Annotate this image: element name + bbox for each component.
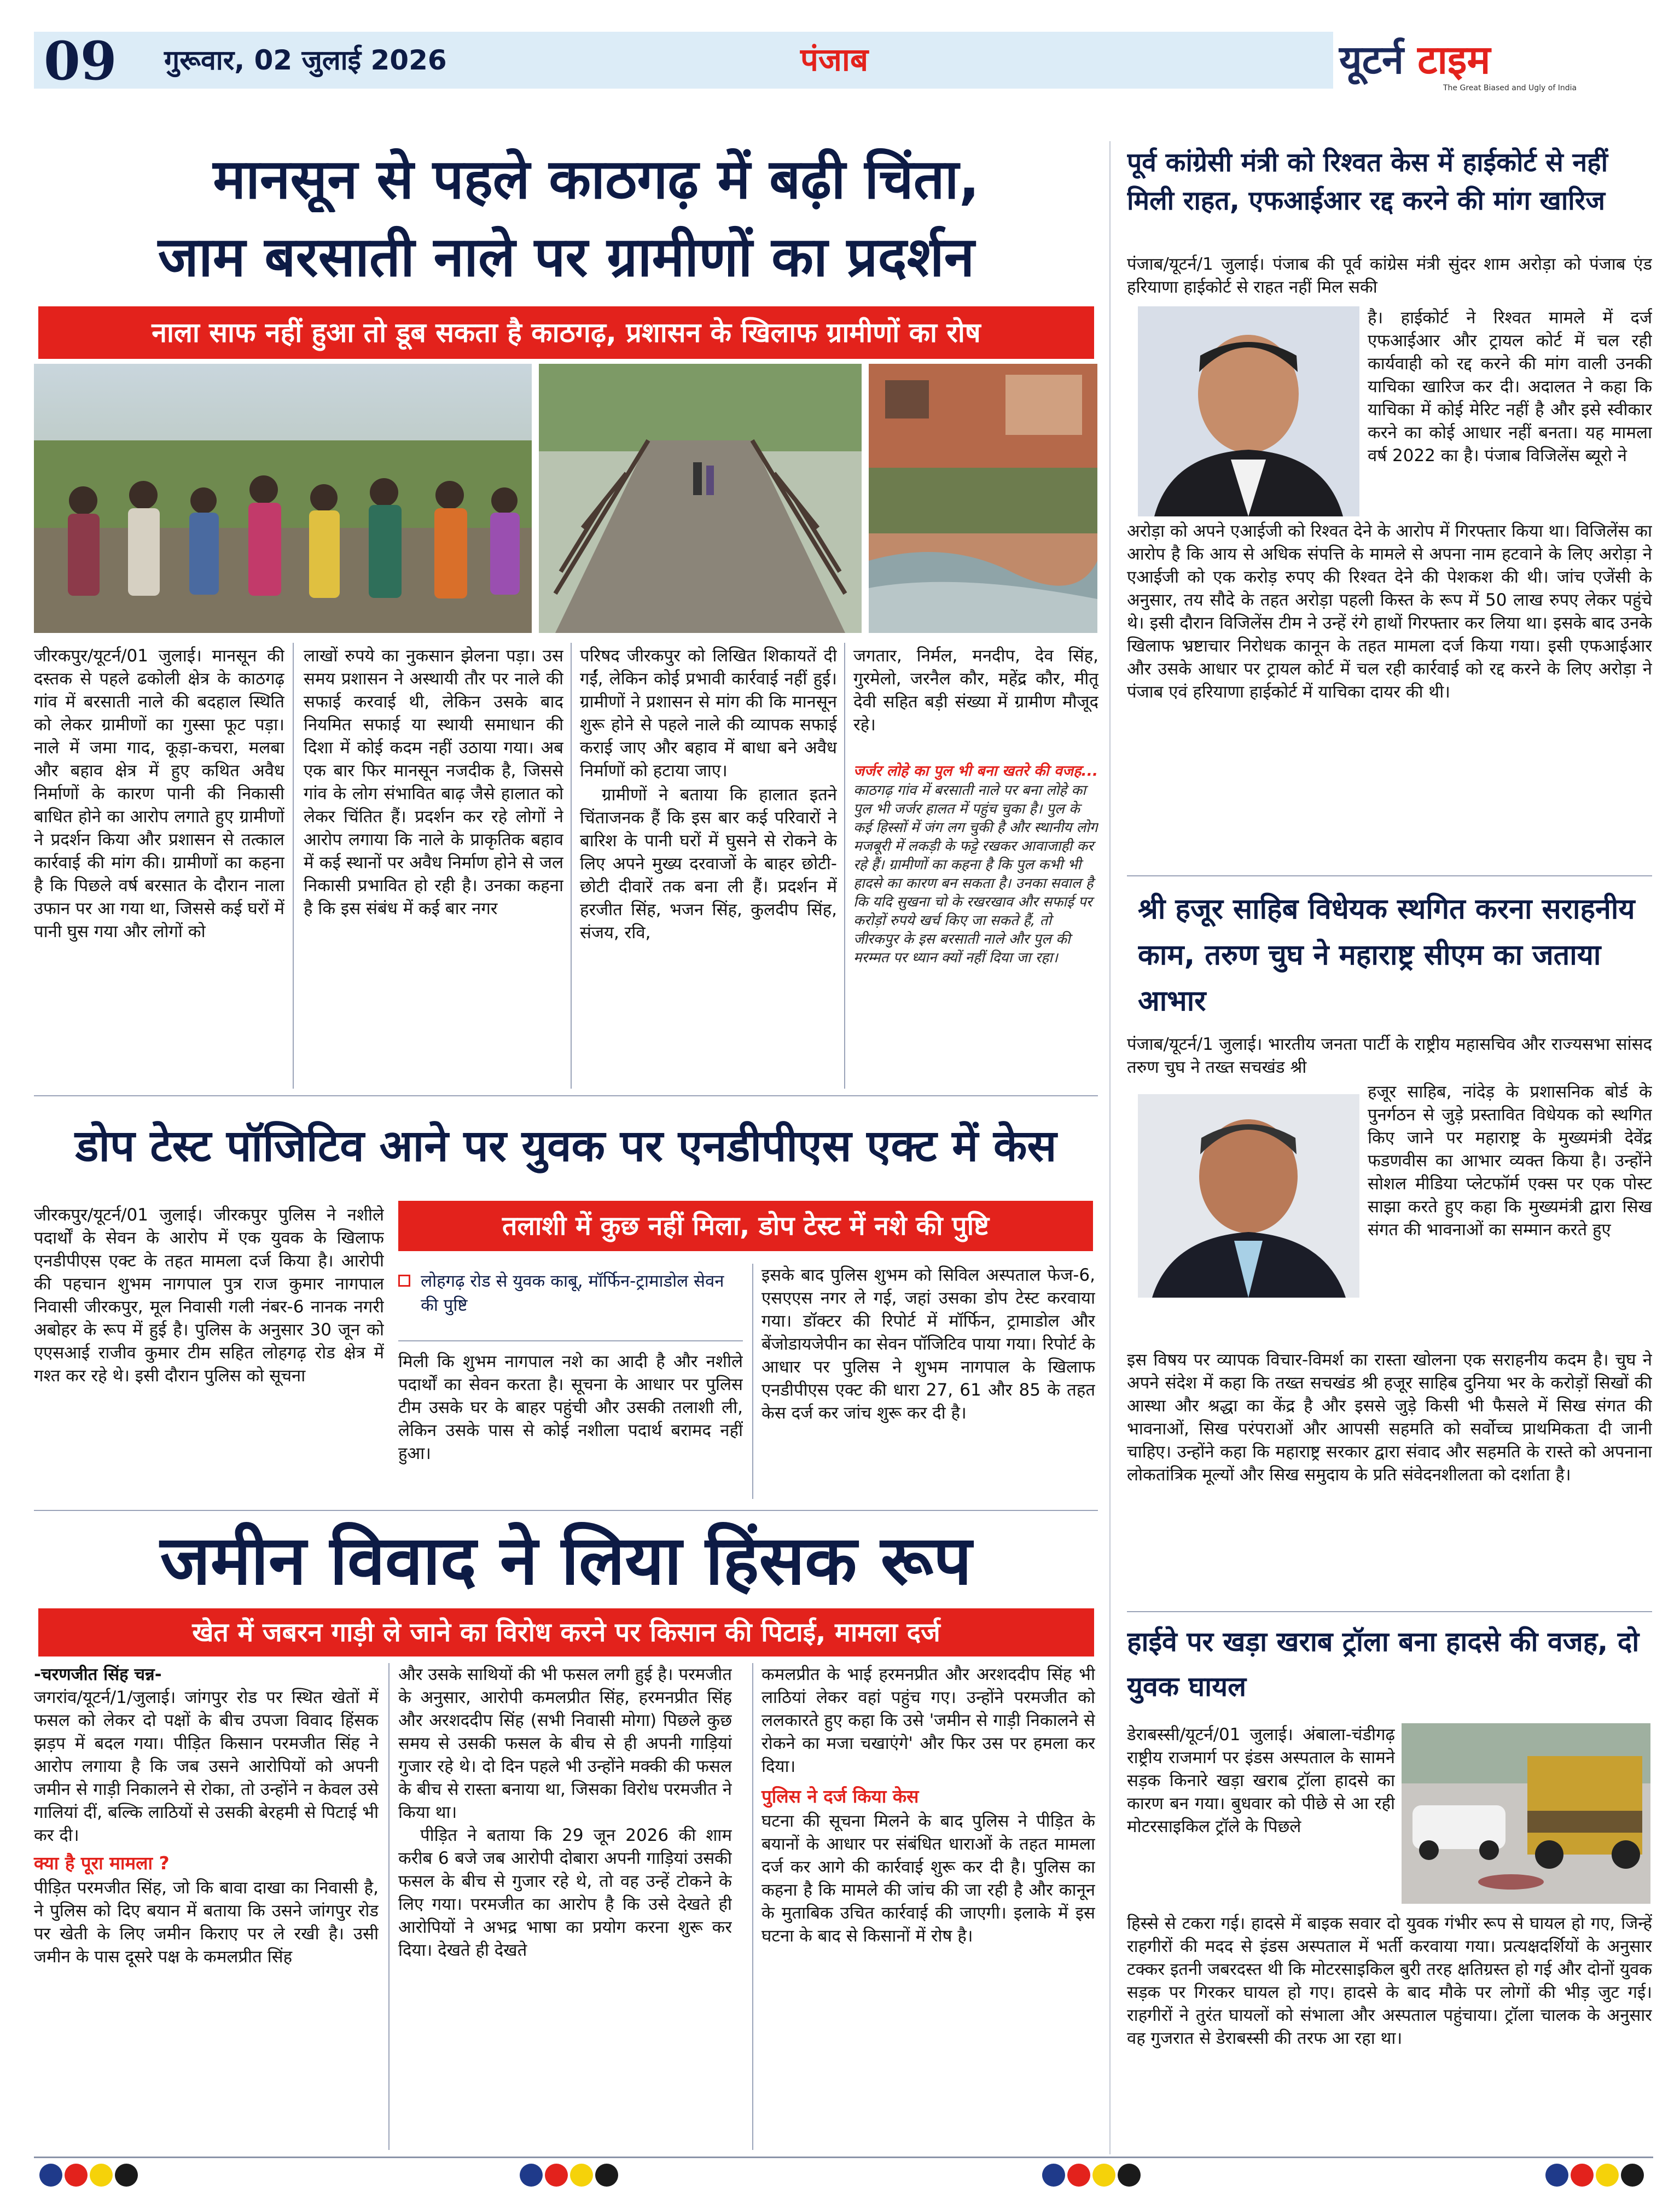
story3-col2a-text: और उसके साथियों की भी फसल लगी हुई है। परमजीत के अनुसार, आरोपी कमलप्रीत सिंह, हरमनप्रीत सिंह और अरशददीप सिंह (सभी निवासी मोगा) पिछले कुछ समय से उसकी फसल के बीच से ही अपनी गाड़ियां गुजार रहे थे। दो दिन पहले भी उन्होंने मक्की की फसल के बीच से रास्ता बनाया था, जिसका विरोध परमजीत ने किया था।	[398, 1665, 732, 1822]
story1-col1: जीरकपुर/यूटर्न/01 जुलाई। मानसून की दस्तक से पहले ढकोली क्षेत्र के काठगढ़ गांव में बरसाती नाले की बदहाल स्थिति को लेकर ग्रामीणों का गुस्सा फूट पड़ा। नाले में जमा गाद, कूड़ा-कचरा, मलबा और बहाव क्षेत्र में हुए कथित अवैध निर्माणों के कारण पानी की निकासी बाधित होने का आरोप लगाते हुए ग्रामीणों ने प्रदर्शन किया और प्रशासन से तत्काल कार्रवाई की मांग की। ग्रामीणों का कहना है कि पिछले वर्ष बरसात के दौरान नाला उफान पर आ गया था, जिससे कई घरों में पानी घुस गया और लोगों को	[34, 646, 284, 941]
right2-photo-portrait	[1138, 1094, 1359, 1298]
story2-col-rule	[752, 1264, 753, 1499]
right3-photo-accident	[1402, 1723, 1650, 1904]
story3-sub2: पुलिस ने दर्ज किया केस	[761, 1786, 919, 1807]
registration-dot	[90, 2164, 113, 2187]
footer-dots-center	[520, 2164, 629, 2187]
right1-lead: पंजाब/यूटर्न/1 जुलाई। पंजाब की पूर्व कांग्रेस मंत्री सुंदर शाम अरोड़ा को पंजाब एंड हरियाणा हाईकोर्ट से राहत नहीं मिल सकी	[1127, 254, 1652, 297]
story1-photo-caption	[853, 762, 1098, 1084]
story1-subhead: नाला साफ नहीं हुआ तो डूब सकता है काठगढ़, प्रशासन के खिलाफ ग्रामीणों का रोष	[38, 306, 1094, 359]
registration-dot	[1042, 2164, 1065, 2187]
story1-col4: जगतार, निर्मल, मनदीप, देव सिंह, गुरमेलो, जरनैल कौर, महेंद्र कौर, मीतू देवी सहित बड़ी संख्या में ग्रामीण मौजूद रहे।	[853, 646, 1098, 735]
page-number: 09	[44, 30, 117, 92]
registration-dot	[1545, 2164, 1568, 2187]
story3-col2	[398, 1663, 732, 2150]
footer-dots-far-right	[1545, 2164, 1655, 2187]
registration-dot	[1571, 2164, 1594, 2187]
footer-dots-left	[39, 2164, 149, 2187]
story3-col3	[761, 1663, 1095, 2150]
right2-beside: हजूर साहिब, नांदेड़ के प्रशासनिक बोर्ड के पुनर्गठन से जुड़े प्रस्तावित विधेयक को स्थगित किए जाने पर महाराष्ट्र के मुख्यमंत्री देवेंद्र फडणवीस का आभार व्यक्त किया है। उन्होंने सोशल मीडिया प्लेटफॉर्म एक्स पर एक पोस्ट साझा करते हुए कहा कि मुख्यमंत्री द्वारा सिख संगत की भावनाओं का सम्मान करते हुए	[1368, 1082, 1652, 1240]
story1-photo-drain	[869, 364, 1097, 633]
logo-tagline: The Great Biased and Ugly of India	[1443, 84, 1577, 92]
rule-right2-bottom	[1127, 1611, 1652, 1612]
right3-beside: डेराबस्सी/यूटर्न/01 जुलाई। अंबाला-चंडीगढ़ राष्ट्रीय राजमार्ग पर इंडस अस्पताल के सामने सड़क किनारे खड़ा खराब ट्रॉला हादसे का कारण बन गया। बुधवार को पीछे से आ रही मोटरसाइकिल ट्रॉले के पिछले	[1127, 1725, 1395, 1836]
rule-story1-bottom	[34, 1095, 1098, 1096]
story1-col3	[580, 644, 837, 1086]
registration-dot	[115, 2164, 138, 2187]
story3-col1	[34, 1663, 379, 2150]
story3-col1-text: जगरांव/यूटर्न/1/जुलाई। जांगपुर रोड पर स्थित खेतों में फसल को लेकर दो पक्षों के बीच उपजा विवाद हिंसक झड़प में बदल गया। पीड़ित किसान परमजीत सिंह ने आरोप लगाया है कि जब उसने आरोपियों को अपनी जमीन से गाड़ी निकालने से रोका, तो उन्होंने न केवल उसे गालियां दीं, बल्कि लाठियों से उसकी बेरहमी से पिटाई भी कर दी।	[34, 1688, 379, 1845]
story1-col2: लाखों रुपये का नुकसान झेलना पड़ा। उस समय प्रशासन ने अस्थायी तौर पर नाले की सफाई करवाई थी, लेकिन उसके बाद नियमित सफाई या स्थायी समाधान की दिशा में कोई कदम नहीं उठाया गया। अब एक बार फिर मानसून नजदीक है, जिससे गांव के लोग संभावित बाढ़ जैसे हालात को लेकर चिंतित हैं। प्रदर्शन कर रहे लोगों ने आरोप लगाया कि नाले के प्राकृतिक बहाव में कई स्थानों पर अवैध निर्माण होने से जल निकासी प्रभावित हो रही है। उनका कहना है कि इस संबंध में कई बार नगर	[304, 646, 563, 919]
footer-rule	[34, 2157, 1653, 2158]
right-column-rule	[1109, 141, 1111, 2154]
story2-col2: मिली कि शुभम नागपाल नशे का आदी है और नशीले पदार्थों का सेवन करता है। सूचना के आधार पर पुलिस टीम उसके घर के बाहर पहुंची और उसकी तलाशी ली, लेकिन उसके पास से कोई नशीला पदार्थ बरामद नहीं हुआ।	[398, 1352, 743, 1463]
story3-sub1: क्या है पूरा मामला ?	[34, 1852, 170, 1874]
story3-col3b-text: घटना की सूचना मिलने के बाद पुलिस ने पीड़ित के बयानों के आधार पर संबंधित धाराओं के तहत मामला दर्ज कर आगे की कार्रवाई शुरू कर दी है। पुलिस का कहना है कि मामले की जांच की जा रही है और कानून के मुताबिक उचित कार्रवाई की जाएगी। इलाके में इस घटना के बाद से किसानों में रोष है।	[761, 1811, 1095, 1946]
story1-col-rule-1	[293, 643, 294, 1089]
story3-subhead: खेत में जबरन गाड़ी ले जाने का विरोध करने पर किसान की पिटाई, मामला दर्ज	[38, 1608, 1094, 1657]
registration-dot	[1621, 2164, 1644, 2187]
story2-subhead: तलाशी में कुछ नहीं मिला, डोप टेस्ट में नशे की पुष्टि	[398, 1201, 1093, 1251]
masthead-logo	[1339, 36, 1646, 97]
caption-title: जर्जर लोहे का पुल भी बना खतरे की वजह...	[853, 763, 1098, 780]
story1-col3-para1: परिषद जीरकपुर को लिखित शिकायतें दी गईं, लेकिन कोई प्रभावी कार्रवाई नहीं हुई। ग्रामीणों ने प्रशासन से मांग की कि मानसून शुरू होने से पहले नाले की व्यापक सफाई कराई जाए और बहाव में बाधा बने अवैध निर्माणों को हटाया जाए।	[580, 646, 837, 781]
registration-dot	[570, 2164, 593, 2187]
rule-right1-bottom	[1127, 875, 1652, 876]
logo-text	[1339, 36, 1646, 83]
story2-bullet	[398, 1269, 743, 1329]
story1-headline-line2: जाम बरसाती नाले पर ग्रामीणों का प्रदर्शन	[158, 225, 975, 289]
story1-col-rule-3	[844, 643, 845, 1089]
right2-headline: श्री हजूर साहिब विधेयक स्थगित करना सराहनीय काम, तरुण चुघ ने महाराष्ट्र सीएम का जताया आभार	[1138, 893, 1635, 1018]
right1-headline: पूर्व कांग्रेसी मंत्री को रिश्वत केस में हाईकोर्ट से नहीं मिली राहत, एफआईआर रद्द करने की मांग खारिज	[1127, 147, 1608, 216]
right1-rest: अरोड़ा को अपने एआईजी को रिश्वत देने के आरोप में गिरफ्तार किया था। विजिलेंस का आरोप है कि आय से अधिक संपत्ति के मामले से अपना नाम हटवाने के लिए अरोड़ा ने एआईजी को एक करोड़ रुपए की रिश्वत देने की पेशकश की थी। जांच एजेंसी के अनुसार, तय सौदे के तहत अरोड़ा पहली किस्त के रूप में 50 लाख रुपए लेकर पहुंचे थे। इसी दौरान विजिलेंस टीम ने उन्हें रंगे हाथों गिरफ्तार कर लिया था। इसके बाद उनके खिलाफ भ्रष्टाचार निरोधक कानून के तहत मामला दर्ज किया गया। इसी एफआईआर और उसके आधार पर ट्रायल कोर्ट में चल रही कार्रवाई को रद्द करने के लिए अरोड़ा ने पंजाब एवं हरियाणा हाईकोर्ट में याचिका दायर की थी।	[1127, 521, 1652, 702]
registration-dot	[545, 2164, 568, 2187]
logo-word: यूटर्न	[1339, 37, 1404, 83]
story1-col-rule-2	[571, 643, 572, 1089]
story2-bullet-rule	[398, 1340, 743, 1341]
story3-byline: -चरणजीत सिंह चन्न-	[34, 1665, 162, 1684]
story3-headline: जमीन विवाद ने लिया हिंसक रूप	[160, 1521, 972, 1600]
registration-dot	[65, 2164, 88, 2187]
story2-col1: जीरकपुर/यूटर्न/01 जुलाई। जीरकपुर पुलिस ने नशीले पदार्थों के सेवन के आरोप में एक युवक के खिलाफ एनडीपीएस एक्ट के तहत मामला दर्ज किया है। आरोपी की पहचान शुभम नागपाल पुत्र राज कुमार नागपाल निवासी जीरकपुर, मूल निवासी गली नंबर-6 नानक नगरी अबोहर के रूप में हुई है। पुलिस के अनुसार 30 जून को एएसआई राजीव कुमार टीम सहित लोहगढ़ रोड क्षेत्र में गश्त कर रहे थे। इसी दौरान पुलिस को सूचना	[34, 1205, 384, 1386]
right2-rest: इस विषय पर व्यापक विचार-विमर्श का रास्ता खोलना एक सराहनीय कदम है। चुघ ने अपने संदेश में कहा कि तख्त सचखंड श्री हजूर साहिब दुनिया भर के करोड़ों सिखों की आस्था और श्रद्धा का केंद्र है और इससे जुड़े किसी भी फैसले में सिख संगत की भावनाओं, सिख परंपराओं और आपसी सहमति को सर्वोच्च प्राथमिकता दी जानी चाहिए। उन्होंने कहा कि महाराष्ट्र सरकार द्वारा संवाद और सहमति के रास्ते को अपनाना लोकतांत्रिक मूल्यों और सिख समुदाय के प्रति संवेदनशीलता को दर्शाता है।	[1127, 1350, 1652, 1485]
right1-photo-portrait	[1138, 306, 1359, 516]
rule-story2-bottom	[34, 1510, 1098, 1511]
registration-dot	[1118, 2164, 1141, 2187]
story2-headline: डोप टेस्ट पॉजिटिव आने पर युवक पर एनडीपीएस एक्ट में केस	[75, 1120, 1057, 1171]
story1-photo-bridge	[539, 364, 862, 633]
registration-dot	[595, 2164, 618, 2187]
registration-dot	[1092, 2164, 1115, 2187]
story3-col2b-text: पीड़ित ने बताया कि 29 जून 2026 की शाम करीब 6 बजे जब आरोपी दोबारा अपनी गाड़ियां उसकी फसल के बीच से गुजार रहे थे, तो वह उन्हें टोकने के लिए गया। परमजीत का आरोप है कि उसे देखते ही आरोपियों ने अभद्र भाषा का प्रयोग करना शुरू कर दिया। देखते ही देखते	[398, 1826, 732, 1960]
story1-col3-para2: ग्रामीणों ने बताया कि हालात इतने चिंताजनक हैं कि इस बार कई परिवारों ने बारिश के पानी घरों में घुसने से रोकने के लिए अपने मुख्य दरवाजों के बाहर छोटी-छोटी दीवारें तक बना ली हैं। प्रदर्शन में हरजीत सिंह, भजन सिंह, कुलदीप सिंह, संजय, रवि,	[580, 785, 837, 943]
story2-col3: इसके बाद पुलिस शुभम को सिविल अस्पताल फेज-6, एसएएस नगर ले गई, जहां उसका डोप टेस्ट करवाया गया। डॉक्टर की रिपोर्ट में मॉर्फिन, ट्रामाडोल और बेंजोडायजेपीन का सेवन पॉजिटिव पाया गया। रिपोर्ट के आधार पर पुलिस ने शुभम नागपाल के खिलाफ एनडीपीएस एक्ट की धारा 27, 61 और 85 के तहत केस दर्ज कर जांच शुरू कर दी है।	[761, 1265, 1095, 1423]
section-name: पंजाब	[800, 41, 869, 78]
footer-dots-right	[1042, 2164, 1152, 2187]
right2-lead: पंजाब/यूटर्न/1 जुलाई। भारतीय जनता पार्टी के राष्ट्रीय महासचिव और राज्यसभा सांसद तरुण चुघ ने तख्त सचखंड श्री	[1127, 1034, 1652, 1077]
right3-headline: हाईवे पर खड़ा खराब ट्रॉला बना हादसे की वजह, दो युवक घायल	[1127, 1626, 1640, 1702]
registration-dot	[1067, 2164, 1090, 2187]
registration-dot	[39, 2164, 62, 2187]
story1-photo-protest	[34, 364, 532, 633]
registration-dot	[520, 2164, 543, 2187]
right3-rest: हिस्से से टकरा गई। हादसे में बाइक सवार दो युवक गंभीर रूप से घायल हो गए, जिन्हें राहगीरों की मदद से इंडस अस्पताल में भर्ती करवाया गया। प्रत्यक्षदर्शियों के अनुसार टक्कर इतनी जबरदस्त थी कि मोटरसाइकिल बुरी तरह क्षतिग्रस्त हो गई और दोनों युवक सड़क पर गिरकर घायल हो गए। हादसे के बाद मौके पर लोगों की भीड़ जुट गई। राहगीरों ने तुरंत घायलों को संभाला और अस्पताल पहुंचाया। ट्रॉला चालक के अनुसार वह गुजरात से डेराबस्सी की तरफ आ रहा था।	[1127, 1914, 1652, 2048]
logo-word: टाइम	[1404, 37, 1491, 83]
story3-col-rule-2	[752, 1663, 753, 2150]
right1-beside: है। हाईकोर्ट ने रिश्वत मामले में दर्ज एफआईआर और ट्रायल कोर्ट में चल रही कार्यवाही को रद्द करने की मांग वाली उनकी याचिका खारिज कर दी। अदालत ने कहा कि याचिका में कोई मेरिट नहीं है और इसे स्वीकार करने का कोई आधार नहीं बनता। यह मामला वर्ष 2022 का है। पंजाब विजिलेंस ब्यूरो ने	[1368, 308, 1652, 466]
story3-col-rule-1	[388, 1663, 390, 2150]
story3-col3a-text: कमलप्रीत के भाई हरमनप्रीत और अरशददीप सिंह भी लाठियां लेकर वहां पहुंच गए। उन्होंने परमजीत को ललकारते हुए कहा कि उसे 'जमीन से गाड़ी निकालने से रोकने का मजा चखाएंगे' और फिर उस पर हमला कर दिया।	[761, 1665, 1095, 1776]
story3-col1b-text: पीड़ित परमजीत सिंह, जो कि बावा दाखा का निवासी है, ने पुलिस को दिए बयान में बताया कि उसने जांगपुर रोड पर खेती के लिए जमीन किराए पर ले रखी है। उसी जमीन के पास दूसरे पक्ष के कमलप्रीत सिंह	[34, 1878, 379, 1967]
registration-dot	[1596, 2164, 1619, 2187]
issue-date: गुरूवार, 02 जुलाई 2026	[164, 44, 447, 76]
story2-bullet-text: लोहगढ़ रोड से युवक काबू, मॉर्फिन-ट्रामाडोल सेवन की पुष्टि	[421, 1271, 724, 1315]
story1-headline-line1: मानसून से पहले काठगढ़ में बढ़ी चिंता,	[213, 147, 980, 211]
bullet-icon	[398, 1275, 410, 1287]
caption-body: काठगढ़ गांव में बरसाती नाले पर बना लोहे का पुल भी जर्जर हालत में पहुंच चुका है। पुल के कई हिस्सों में जंग लग चुकी है और स्थानीय लोग मजबूरी में लकड़ी के फट्टे रखकर आवाजाही कर रहे हैं। ग्रामीणों का कहना है कि पुल कभी भी हादसे का कारण बन सकता है। उनका सवाल है कि यदि सुखना चो के रखरखाव और सफाई पर करोड़ों रुपये खर्च किए जा सकते हैं, तो जीरकपुर के इस बरसाती नाले और पुल की मरम्मत पर ध्यान क्यों नहीं दिया जा रहा।	[853, 782, 1098, 966]
